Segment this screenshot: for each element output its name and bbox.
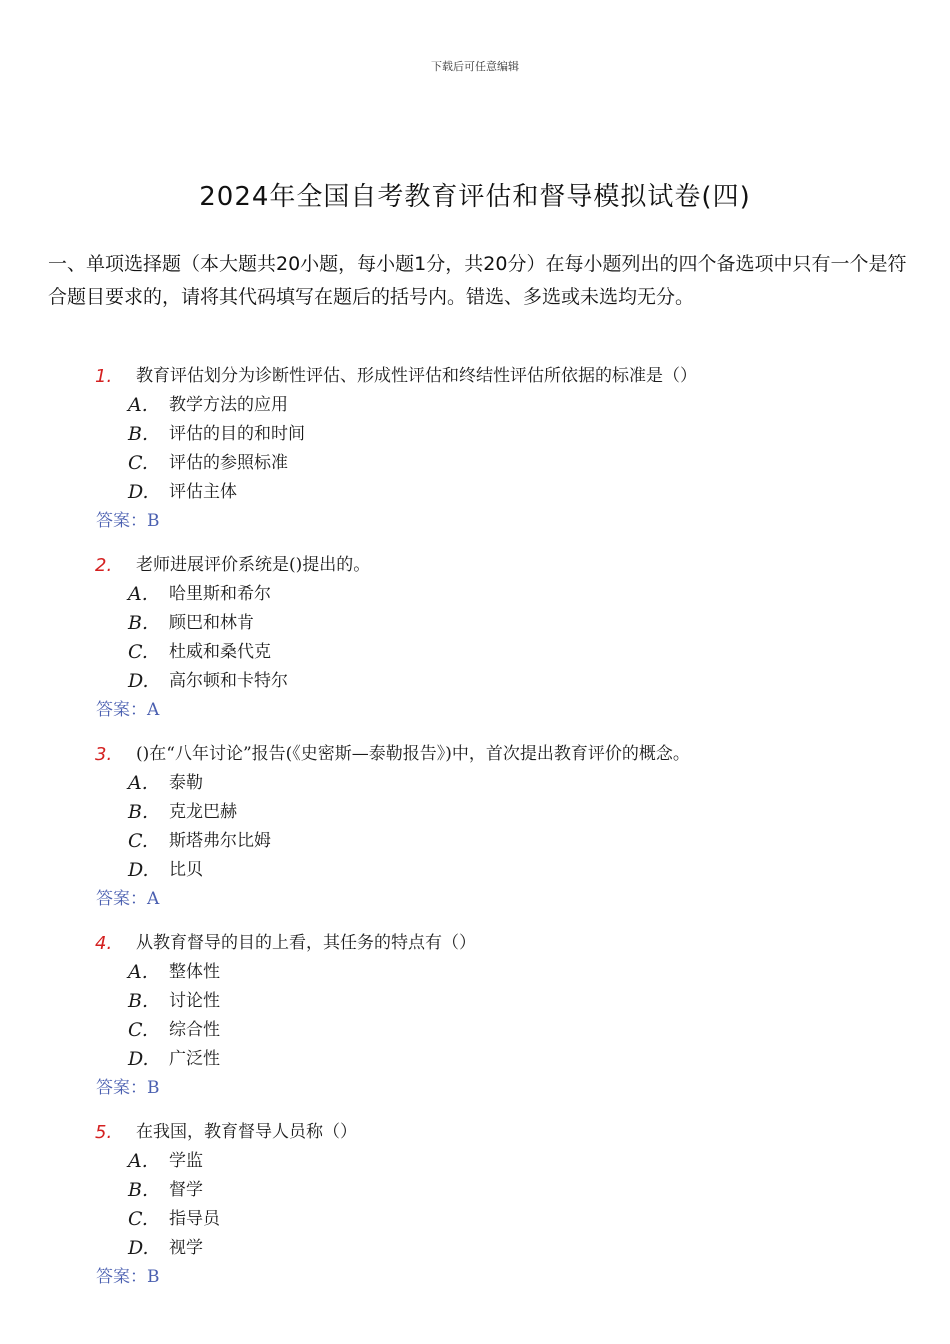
option-text: 比贝 (169, 860, 203, 880)
option-item (0, 609, 950, 638)
option-letter: D. (128, 859, 149, 881)
option-text: 克龙巴赫 (169, 802, 237, 822)
option-letter: C. (128, 1019, 148, 1041)
option-letter: D. (128, 670, 149, 692)
question-number: 1. (95, 366, 113, 387)
question-number: 2. (95, 555, 113, 576)
option-text: 指导员 (169, 1209, 220, 1229)
option-item (0, 827, 950, 856)
option-text: 视学 (169, 1238, 203, 1258)
answer-label: 答案：B (96, 1267, 160, 1287)
option-text: 哈里斯和希尔 (169, 584, 271, 604)
option-item (0, 391, 950, 420)
question-item (0, 929, 950, 1102)
option-letter: D. (128, 1048, 149, 1070)
option-text: 杜威和桑代克 (169, 642, 271, 662)
option-item (0, 1205, 950, 1234)
option-item (0, 987, 950, 1016)
answer-label: 答案：B (96, 1078, 160, 1098)
option-item (0, 856, 950, 885)
question-list (0, 362, 950, 1307)
option-letter: C. (128, 1208, 148, 1230)
option-text: 评估的目的和时间 (169, 424, 305, 444)
option-text: 讨论性 (169, 991, 220, 1011)
option-item (0, 958, 950, 987)
option-item (0, 769, 950, 798)
option-item (0, 449, 950, 478)
question-item (0, 551, 950, 724)
option-letter: C. (128, 452, 148, 474)
option-text: 评估的参照标准 (169, 453, 288, 473)
option-letter: B. (128, 612, 149, 634)
question-text: 教育评估划分为诊断性评估、形成性评估和终结性评估所依据的标准是（） (136, 366, 697, 386)
option-item (0, 798, 950, 827)
option-letter: B. (128, 423, 149, 445)
option-letter: C. (128, 830, 148, 852)
option-item (0, 1176, 950, 1205)
question-number: 3. (95, 744, 113, 765)
option-letter: A. (128, 1150, 148, 1172)
option-text: 综合性 (169, 1020, 220, 1040)
question-number: 4. (95, 933, 113, 954)
option-text: 泰勒 (169, 773, 203, 793)
option-item (0, 580, 950, 609)
option-item (0, 667, 950, 696)
option-text: 整体性 (169, 962, 220, 982)
page-title: 2024年全国自考教育评估和督导模拟试卷(四) (199, 182, 751, 212)
option-item (0, 1016, 950, 1045)
option-letter: C. (128, 641, 148, 663)
question-item (0, 1118, 950, 1291)
option-item (0, 1147, 950, 1176)
option-letter: B. (128, 1179, 149, 1201)
question-text: 从教育督导的目的上看，其任务的特点有（） (136, 933, 476, 953)
question-number: 5. (95, 1122, 113, 1143)
question-item (0, 740, 950, 913)
option-letter: D. (128, 481, 149, 503)
option-text: 学监 (169, 1151, 203, 1171)
question-text: 老师进展评价系统是()提出的。 (136, 555, 371, 575)
option-text: 评估主体 (169, 482, 237, 502)
option-letter: A. (128, 583, 148, 605)
option-text: 斯塔弗尔比姆 (169, 831, 271, 851)
answer-label: 答案：B (96, 511, 160, 531)
option-item (0, 1234, 950, 1263)
option-item (0, 478, 950, 507)
option-text: 广泛性 (169, 1049, 220, 1069)
question-line (0, 740, 950, 769)
section-instructions: 一、单项选择题（本大题共20小题，每小题1分，共20分）在每小题列出的四个备选项中只有一个是符合题目要求的，请将其代码填写在题后的括号内。错选、多选或未选均无分。 (48, 253, 907, 308)
option-letter: A. (128, 394, 148, 416)
option-text: 督学 (169, 1180, 203, 1200)
question-line (0, 551, 950, 580)
question-text: ()在“八年讨论”报告(《史密斯—泰勒报告》)中，首次提出教育评价的概念。 (136, 744, 690, 764)
answer-label: 答案：A (96, 889, 160, 909)
question-item (0, 362, 950, 535)
option-letter: A. (128, 961, 148, 983)
header-note: 下载后可任意编辑 (431, 60, 519, 73)
option-text: 教学方法的应用 (169, 395, 288, 415)
question-text: 在我国，教育督导人员称（） (136, 1122, 357, 1142)
question-line (0, 1118, 950, 1147)
option-text: 顾巴和林肯 (169, 613, 254, 633)
option-item (0, 1045, 950, 1074)
option-letter: B. (128, 801, 149, 823)
option-text: 高尔顿和卡特尔 (169, 671, 288, 691)
question-line (0, 362, 950, 391)
option-letter: A. (128, 772, 148, 794)
option-letter: B. (128, 990, 149, 1012)
option-letter: D. (128, 1237, 149, 1259)
answer-label: 答案：A (96, 700, 160, 720)
option-item (0, 420, 950, 449)
question-line (0, 929, 950, 958)
option-item (0, 638, 950, 667)
